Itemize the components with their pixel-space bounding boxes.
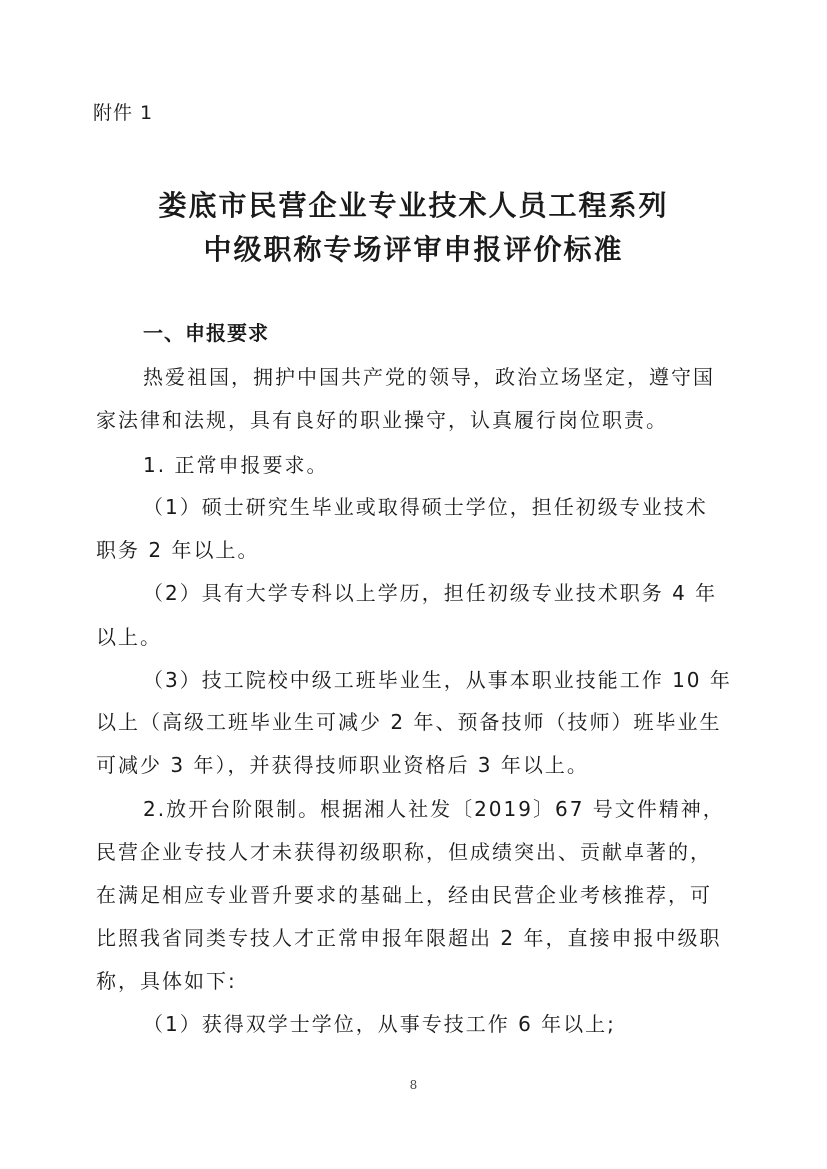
paragraph-line: 以上。: [96, 625, 162, 649]
paragraph-line: 可减少 3 年），并获得技师职业资格后 3 年以上。: [96, 753, 589, 777]
attachment-label: 附件 1: [93, 102, 154, 124]
paragraph-line: 比照我省同类专技人才正常申报年限超出 2 年，直接申报中级职: [96, 926, 722, 950]
paragraph-line: 称，具体如下:: [96, 969, 237, 993]
paragraph-line: 在满足相应专业晋升要求的基础上，经由民营企业考核推荐，可: [96, 883, 712, 907]
page-number: 8: [409, 1078, 418, 1092]
paragraph-line: 职务 2 年以上。: [96, 538, 260, 562]
paragraph-line: 以上（高级工班毕业生可减少 2 年、预备技师（技师）班毕业生: [96, 710, 722, 734]
paragraph-line: 1. 正常申报要求。: [143, 453, 329, 477]
paragraph-line: 家法律和法规，具有良好的职业操守，认真履行岗位职责。: [96, 408, 668, 432]
section-heading: 一、申报要求: [143, 321, 269, 345]
paragraph-line: 2.放开台阶限制。根据湘人社发〔2019〕67 号文件精神，: [143, 797, 725, 821]
paragraph-line: （1）硕士研究生毕业或取得硕士学位，担任初级专业技术: [143, 495, 708, 519]
paragraph-line: （1）获得双学士学位，从事专技工作 6 年以上;: [143, 1012, 616, 1036]
paragraph-line: 热爱祖国，拥护中国共产党的领导，政治立场坚定，遵守国: [143, 365, 715, 389]
paragraph-line: （2）具有大学专科以上学历，担任初级专业技术职务 4 年: [143, 581, 718, 605]
document-title-line-1: 娄底市民营企业专业技术人员工程系列: [158, 189, 669, 222]
paragraph-line: （3）技工院校中级工班毕业生，从事本职业技能工作 10 年: [143, 668, 732, 692]
paragraph-line: 民营企业专技人才未获得初级职称，但成绩突出、贡献卓著的，: [96, 840, 712, 864]
document-title-line-2: 中级职称专场评审申报评价标准: [203, 233, 624, 266]
